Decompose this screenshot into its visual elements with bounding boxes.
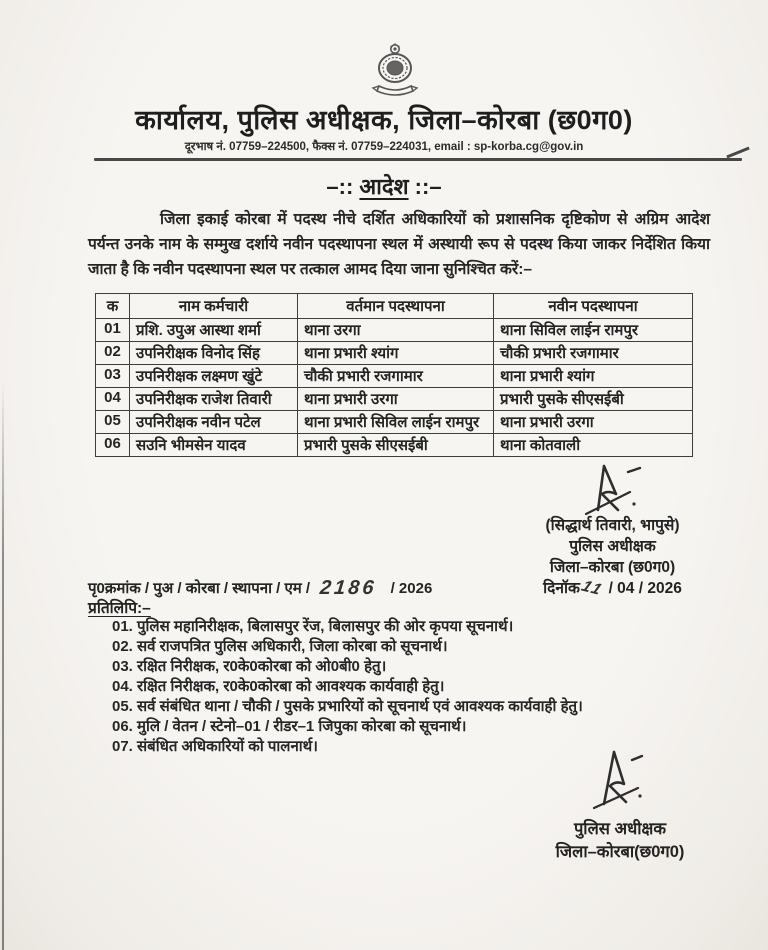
table-cell: थाना उरगा [298,319,494,342]
table-cell: उपनिरीक्षक राजेश तिवारी [130,388,298,411]
table-row [96,319,693,342]
table-row [96,434,693,457]
date-label: दिनॉक [543,580,580,597]
table-cell: प्रभारी पुसके सीएसईबी [298,434,494,457]
table-header-row [96,294,693,319]
copy-list-item: 01. पुलिस महानिरीक्षक, बिलासपुर रेंज, बिलासपुर की ओर कृपया सूचनार्थ। [112,618,514,635]
header-divider-tail [726,147,749,159]
date-rest: / 04 / 2026 [608,580,682,597]
header-divider [94,158,742,161]
table-cell: उपनिरीक्षक विनोद सिंह [130,342,298,365]
table-cell: थाना प्रभारी श्यांग [494,365,693,388]
table-cell: प्रभारी पुसके सीएसईबी [494,388,693,411]
signatory-district: जिला–कोरबा (छ0ग0) [549,559,676,576]
office-title: कार्यालय, पुलिस अधीक्षक, जिला–कोरबा (छ0ग0) [135,105,633,135]
signature-block-2 [515,818,725,864]
order-heading [60,171,708,201]
signature-block-1 [505,515,720,599]
reference-prefix: पृ0क्रमांक / पुअ / कोरबा / स्थापना / एम / [88,580,311,597]
table-cell: 04 [96,388,130,411]
scan-edge-artifact [2,380,4,950]
table-row [96,342,693,365]
transfer-table [95,293,693,457]
order-date-line [505,578,720,599]
copy-list-item: 05. सर्व संबंधित थाना / चौकी / पुसके प्रभारियों को सूचनार्थ एवं आवश्यक कार्यवाही हेतु। [112,698,583,715]
signatory2-district: जिला–कोरबा(छ0ग0) [555,843,685,861]
table-header-cell: वर्तमान पदस्थापना [298,294,494,319]
table-cell: थाना प्रभारी उरगा [494,411,693,434]
copy-list-item: 04. रक्षित निरीक्षक, र0के0कोरबा को आवश्यक कार्यवाही हेतु। [112,678,445,695]
table-cell: चौकी प्रभारी रजगामार [298,365,494,388]
copy-list-item: 07. संबंधित अधिकारियों को पालनार्थ। [112,738,318,755]
table-cell: 03 [96,365,130,388]
order-heading-suffix: ::– [408,174,442,199]
signature-scribble-1 [578,460,650,518]
transfer-table-head [96,294,693,319]
table-cell: थाना प्रभारी श्यांग [298,342,494,365]
reference-suffix: / 2026 [390,580,433,597]
table-cell: 02 [96,342,130,365]
table-row [96,388,693,411]
transfer-table-body [96,319,693,457]
table-cell: 01 [96,319,130,342]
date-handwritten-day: 11 [578,578,607,599]
police-emblem-icon [369,42,421,100]
order-heading-prefix: –:: [326,174,360,199]
signatory2-designation: पुलिस अधीक्षक [573,820,667,838]
table-header-cell: क [96,294,130,319]
table-cell: 06 [96,434,130,457]
table-cell: सउनि भीमसेन यादव [130,434,298,457]
table-header-cell: नवीन पदस्थापना [494,294,693,319]
copy-to-list [112,619,718,759]
copy-list-item: 03. रक्षित निरीक्षक, र0के0कोरबा को ओ0बी0 हेतु। [112,658,387,675]
signatory-designation: पुलिस अधीक्षक [569,538,656,555]
signature-scribble-2 [584,748,652,812]
table-row [96,365,693,388]
table-cell: थाना प्रभारी उरगा [298,388,494,411]
reference-handwritten-number: 2186 [318,577,378,599]
order-heading-word: आदेश [359,174,409,199]
signatory-name: (सिद्धार्थ तिवारी, भापुसे) [545,517,680,534]
copy-to-heading: प्रतिलिपि:– [88,600,151,617]
table-cell: प्रशि. उपुअ आस्था शर्मा [130,319,298,342]
table-cell: 05 [96,411,130,434]
contact-line: दूरभाष नं. 07759–224500, फैक्स नं. 07759–224031, email : sp-korba.cg@gov.in [184,141,584,153]
table-cell: उपनिरीक्षक लक्ष्मण खुंटे [130,365,298,388]
table-cell: उपनिरीक्षक नवीन पटेल [130,411,298,434]
table-cell: थाना सिविल लाईन रामपुर [494,319,693,342]
table-cell: चौकी प्रभारी रजगामार [494,342,693,365]
table-row [96,411,693,434]
table-cell: थाना कोतवाली [494,434,693,457]
copy-list-item: 06. मुलि / वेतन / स्टेनो–01 / रीडर–1 जिपुका कोरबा को सूचनार्थ। [112,718,467,735]
order-paragraph: जिला इकाई कोरबा में पदस्थ नीचे दर्शित अधिकारियों को प्रशासनिक दृष्टिकोण से अग्रिम आदेश पर्यन्त उनके नाम के सम्मुख दर्शाये नवीन पदस्थापना स्थल में अस्थायी रूप से पदस्थ किया जाकर निर्देशित किया जाता है कि नवीन पदस्थापना स्थल पर तत्काल आमद दिया जाना सुनिश्चित करें:– [88,211,710,278]
table-cell: थाना प्रभारी सिविल लाईन रामपुर [298,411,494,434]
table-header-cell: नाम कर्मचारी [130,294,298,319]
copy-list-item: 02. सर्व राजपत्रित पुलिस अधिकारी, जिला कोरबा को सूचनार्थ। [112,638,448,655]
